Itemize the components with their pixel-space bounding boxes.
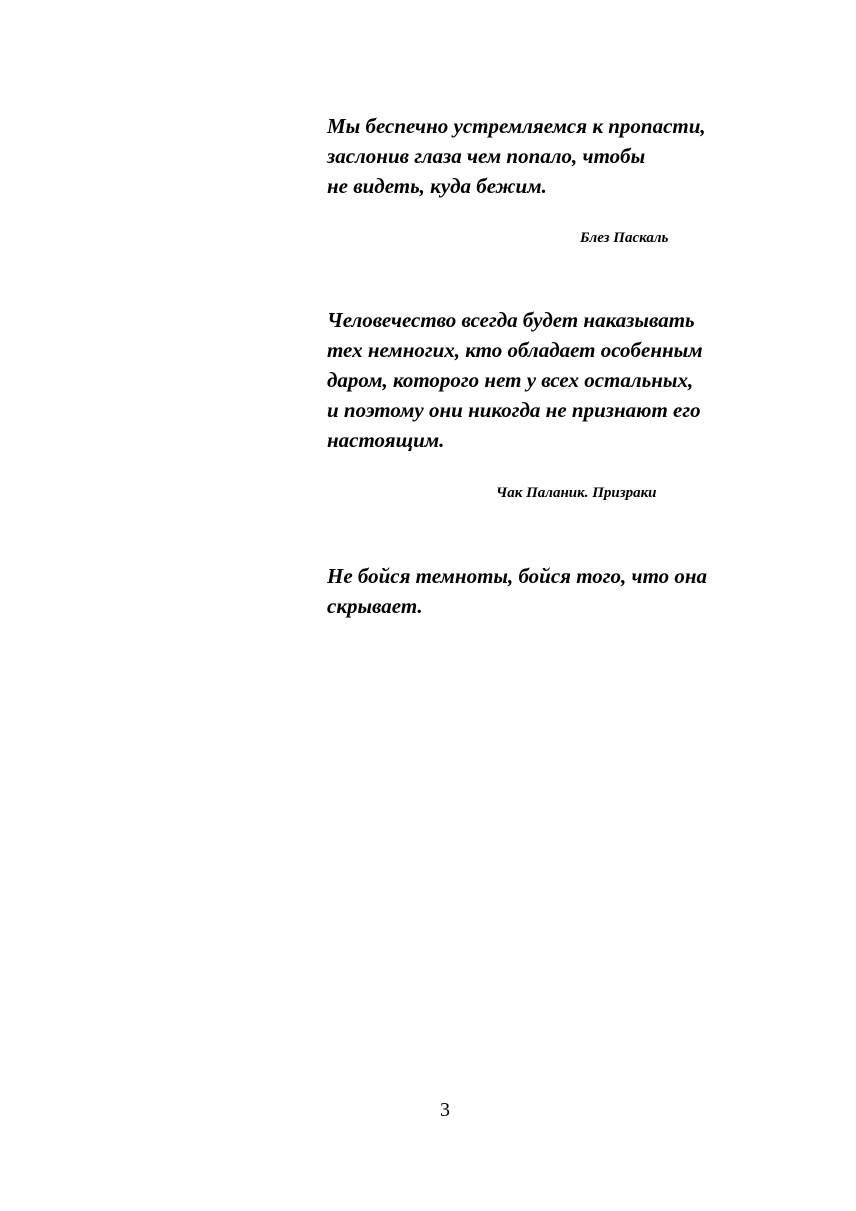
quote-line: Не бойся темноты, бойся того, что она [327,564,708,588]
quote-line: Мы беспечно устремляемся к пропасти, [327,114,706,138]
quote-line: настоящим. [327,428,445,452]
epigraph-quote [327,305,747,455]
quote-line: даром, которого нет у всех остальных, [327,368,694,392]
quote-line: Человечество всегда будет наказывать [327,308,695,332]
quote-line: скрывает. [327,594,423,618]
epigraph-quote [327,111,747,201]
quote-line: заслонив глаза чем попало, чтобы [327,144,646,168]
epigraph-attribution: Блез Паскаль [580,230,669,246]
quote-line: не видеть, куда бежим. [327,174,547,198]
quote-line: и поэтому они никогда не признают его [327,398,701,422]
epigraph-3 [327,561,747,621]
epigraph-1 [327,111,747,201]
page-number: 3 [440,1099,450,1121]
epigraph-2 [327,305,747,455]
epigraph-attribution: Чак Паланик. Призраки [496,485,657,501]
epigraph-quote [327,561,747,621]
quote-line: тех немногих, кто обладает особенным [327,338,703,362]
